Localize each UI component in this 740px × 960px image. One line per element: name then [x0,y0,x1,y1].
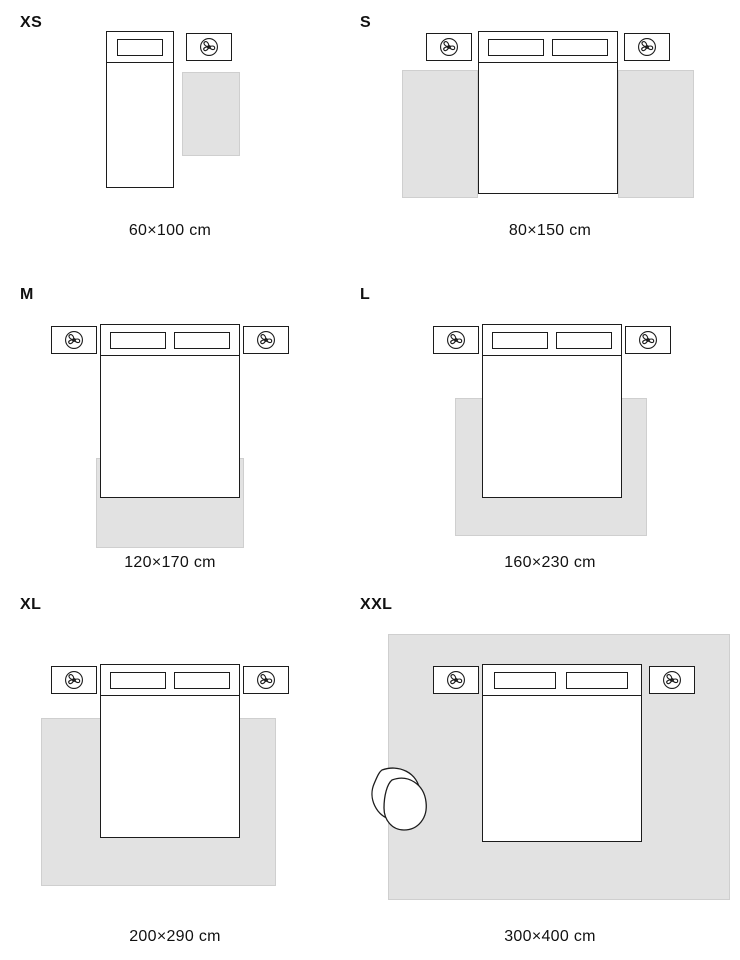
bed-body-xl [100,694,240,838]
pillow-s-2 [552,39,608,56]
dimension-label-m: 120×170 cm [124,554,216,571]
lamp-icon [63,669,85,691]
dimension-label-xxl: 300×400 cm [504,928,596,945]
nightstand-left-m [51,326,97,354]
dimension-label-l: 160×230 cm [504,554,596,571]
pillow-m-2 [174,332,230,349]
dimension-label-xs: 60×100 cm [128,222,212,239]
diagram-l [350,310,740,540]
lamp-icon [445,669,467,691]
pillow-s-1 [488,39,544,56]
bed-body-xxl [482,694,642,842]
rug-shape-xs [182,72,240,156]
size-code-xxl: XXL [360,596,393,613]
pillow-m-1 [110,332,166,349]
bed-body-s [478,60,618,194]
size-code-m: M [20,286,34,303]
lamp-icon [198,36,220,58]
size-code-l: L [360,286,371,303]
rug-shape-s-right [618,70,694,198]
size-cell-xs [0,0,370,268]
armchair-xxl [362,758,448,844]
size-cell-m [0,272,370,572]
size-code-s: S [360,14,372,31]
size-cell-xl [0,578,370,960]
size-code-xs: XS [20,14,43,31]
rug-shape-s-left [402,70,478,198]
dimension-label-s: 80×150 cm [508,222,592,239]
pillow-xl-2 [174,672,230,689]
bed-body-l [482,354,622,498]
diagram-xxl [350,648,740,908]
lamp-icon [255,669,277,691]
nightstand-left-xl [51,666,97,694]
nightstand-right-xxl [649,666,695,694]
lamp-icon [63,329,85,351]
size-code-xl: XL [20,596,42,613]
size-cell-xxl [350,578,740,960]
dimension-label-xl: 200×290 cm [129,928,221,945]
size-cell-l [350,272,740,572]
nightstand-left-s [426,33,472,61]
lamp-icon [636,36,658,58]
lamp-icon [255,329,277,351]
size-cell-s [350,0,740,268]
nightstand-right-l [625,326,671,354]
nightstand-left-l [433,326,479,354]
armchair-icon [362,758,448,844]
nightstand-right-s [624,33,670,61]
pillow-l-1 [492,332,548,349]
diagram-s [350,28,740,198]
bed-body-m [100,354,240,498]
lamp-icon [438,36,460,58]
diagram-xl [0,648,370,908]
lamp-icon [637,329,659,351]
pillow-xs-1 [117,39,163,56]
nightstand-right-xl [243,666,289,694]
pillow-xxl-2 [566,672,628,689]
pillow-l-2 [556,332,612,349]
nightstand-left-xxl [433,666,479,694]
diagram-m [0,310,370,540]
nightstand-right-xs [186,33,232,61]
pillow-xxl-1 [494,672,556,689]
lamp-icon [445,329,467,351]
diagram-xs [0,28,370,198]
lamp-icon [661,669,683,691]
bed-body-xs [106,60,174,188]
pillow-xl-1 [110,672,166,689]
nightstand-right-m [243,326,289,354]
